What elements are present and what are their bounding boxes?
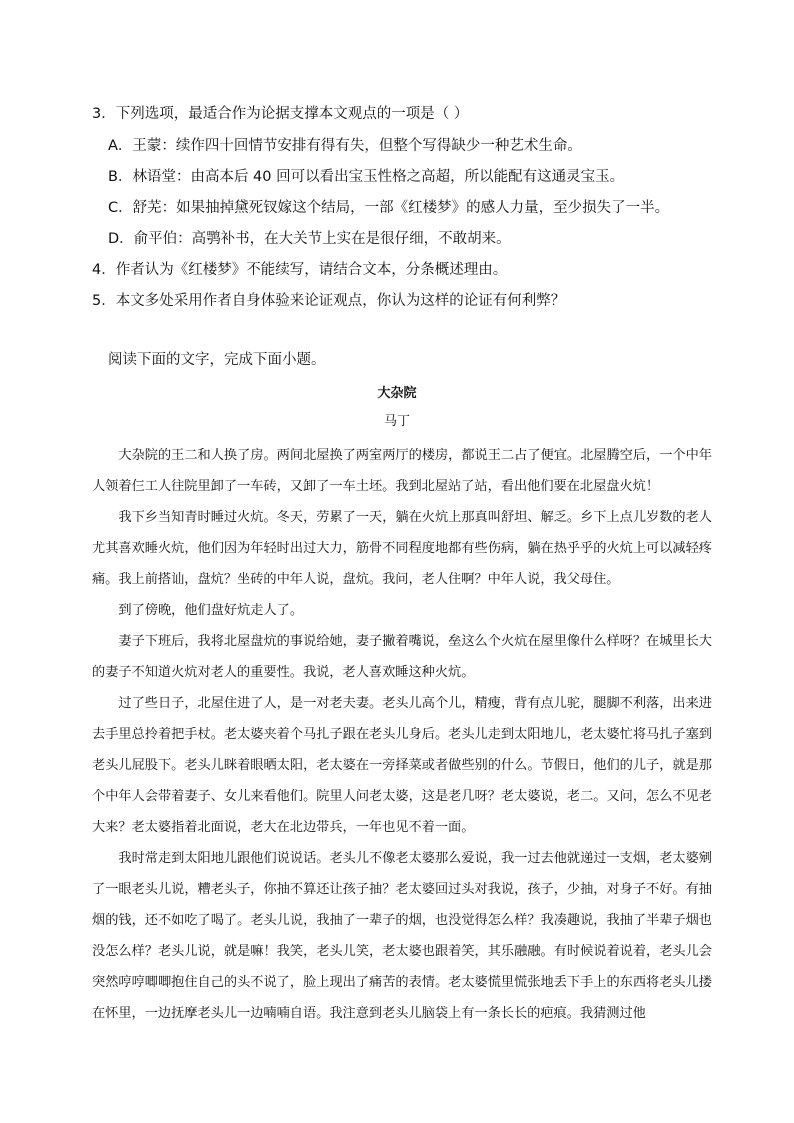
story-title: 大杂院 (377, 386, 417, 401)
question-3-option-a: A．王蒙：续作四十回情节安排有得有失，但整个写得缺少一种艺术生命。 (108, 138, 582, 154)
story-paragraph: 过了些日子，北屋住进了人，是一对老夫妻。老头儿高个儿，精瘦，背有点儿驼，腿脚不利落，出来进去手里总拎着把手杖。老太婆夹着个马扎子跟在老头儿身后。老头儿走到太阳地儿，老太婆忙将马扎子塞到老头儿屁股下。老头儿眯着眼晒太阳，老太婆在一旁择菜或者做些别的什么。节假日，他们的儿子，就是那个中年人会带着妻子、女儿来看他们。院里人问老太婆，这是老几呀？老太婆说，老二。又问，怎么不见老大来？老太婆指着北面说，老大在北边带兵，一年也见不着一面。 (92, 696, 712, 835)
question-3-option-b: B．林语堂：由高本后 40 回可以看出宝玉性格之高超，所以能配有这通灵宝玉。 (108, 169, 625, 185)
question-3-stem: 3．下列选项，最适合作为论据支撑本文观点的一项是（ ） (92, 106, 469, 122)
reading-instruction: 阅读下面的文字，完成下面小题。 (108, 352, 326, 368)
question-3-option-c: C．舒芜：如果抽掉黛死钗嫁这个结局，一部《红楼梦》的感人力量，至少损失了一半。 (108, 200, 670, 216)
story-paragraph: 到了傍晚，他们盘好炕走人了。 (118, 603, 304, 618)
story-paragraph: 我下乡当知青时睡过火炕。冬天，劳累了一天，躺在火炕上那真叫舒坦、解乏。乡下上点儿岁数的老人尤其喜欢睡火炕，他们因为年轻时出过大力，筋骨不同程度地都有些伤病，躺在热乎乎的火炕上可以减轻疼痛。我上前搭讪，盘炕？坐砖的中年人说，盘炕。我问，老人住啊？中年人说，我父母住。 (92, 510, 712, 587)
story-body (92, 440, 712, 1029)
story-paragraph: 妻子下班后，我将北屋盘炕的事说给她，妻子撇着嘴说，垒这么个火炕在屋里像什么样呀？在城里长大的妻子不知道火炕对老人的重要性。我说，老人喜欢睡这种火炕。 (92, 634, 712, 680)
question-3-option-d: D．俞平伯：高鹗补书，在大关节上实在是很仔细，不敢胡来。 (108, 231, 511, 247)
story-author: 马丁 (383, 414, 410, 429)
question-5: 5．本文多处采用作者自身体验来论证观点，你认为这样的论证有何利弊？ (92, 293, 566, 309)
story-paragraph: 大杂院的王二和人换了房。两间北屋换了两室两厅的楼房，都说王二占了便宜。北屋腾空后，一个中年人领着仨工人往院里卸了一车砖，又卸了一车土坯。我到北屋站了站，看出他们要在北屋盘火炕！ (92, 448, 712, 494)
question-4: 4．作者认为《红楼梦》不能续写，请结合文本，分条概述理由。 (92, 262, 508, 278)
story-paragraph: 我时常走到太阳地儿跟他们说说话。老头儿不像老太婆那么爱说，我一过去他就递过一支烟，老太婆剜了一眼老头儿说，糟老头子，你抽不算还让孩子抽？老太婆回过头对我说，孩子，少抽，对身子不好。有抽烟的钱，还不如吃了喝了。老头儿说，我抽了一辈子的烟，也没觉得怎么样？我凑趣说，我抽了半辈子烟也没怎么样？老头儿说，就是嘛！我笑，老头儿笑，老太婆也跟着笑，其乐融融。有时候说着说着，老头儿会突然哼哼唧唧抱住自己的头不说了，脸上现出了痛苦的表情。老太婆慌里慌张地丢下手上的东西将老头儿搂在怀里，一边抚摩老头儿一边喃喃自语。我注意到老头儿脑袋上有一条长长的疤痕。我猜测过他 (92, 851, 712, 1021)
